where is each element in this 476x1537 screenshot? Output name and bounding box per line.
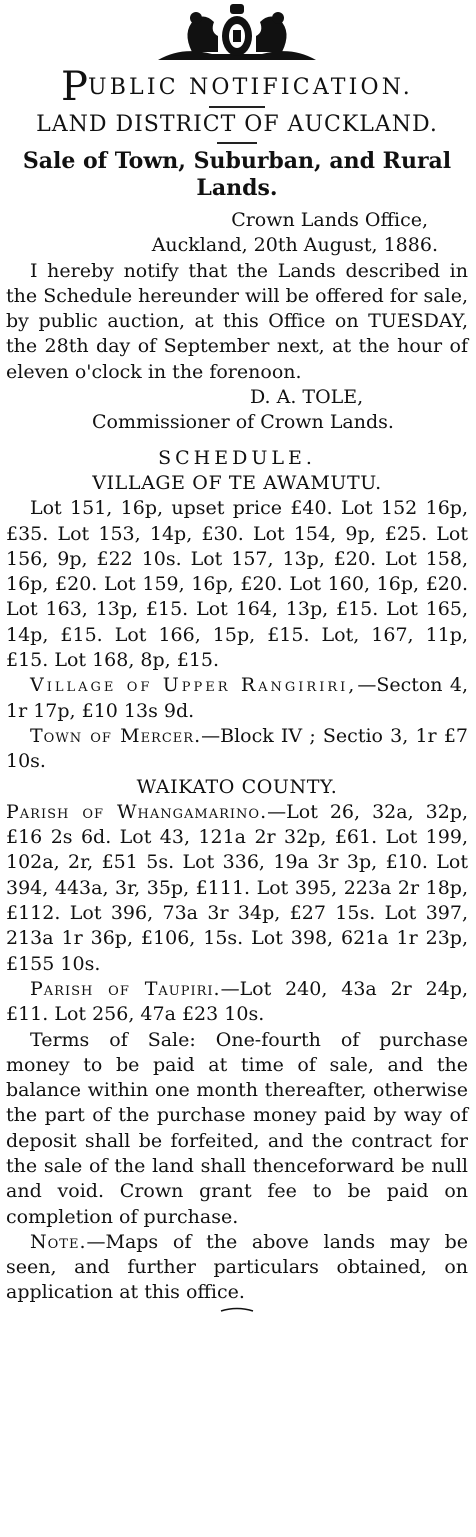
taupiri-label: Parish of Taupiri. (30, 977, 221, 1000)
divider (209, 106, 265, 108)
place-date: Auckland, 20th August, 1886. (151, 234, 438, 257)
office-line: Crown Lands Office, (231, 209, 428, 231)
terms-of-sale: Terms of Sale: One-fourth of purchase money to be paid at time of sale, and the balance within one month thereafter, otherwise the part of the purchase money paid by way of deposit shall be forfeited, and the contract for the sale of the land shall thenceforward be null and void. Crown grant fee to be paid on completion of purchase. (6, 1028, 468, 1228)
whangamarino-text: —Lot 26, 32a, 32p, £16 2s 6d. Lot 43, 121a 2r 32p, £61. Lot 199, 102a, 2r, £51 5s. Lot 336, 19a 3r 3p, £10. Lot 394, 443a, 3r, 35p, £111. Lot 395, 223a 2r 18p, £112. Lot 396, 73a 3r 34p, £27 15s. Lot 397, 213a 1r 36p, £106, 15s. Lot 398, 621a 1r 23p, £155 10s. (6, 800, 468, 975)
te-awamutu-lots: Lot 151, 16p, upset price £40. Lot 152 16p, £35. Lot 153, 14p, £30. Lot 154, 9p, £25. Lot 156, 9p, £22 10s. Lot 157, 13p, £20. Lot 158, 16p, £20. Lot 159, 16p, £20. Lot 160, 16p, £20. Lot 163, 13p, £15. Lot 164, 13p, £15. Lot 165, 14p, £15. Lot 166, 15p, £15. Lot, 167, 11p, £15. Lot 168, 8p, £15. (6, 497, 468, 672)
waikato-county-heading: WAIKATO COUNTY. (136, 775, 338, 798)
mercer-entry (6, 724, 468, 775)
signatory-title: Commissioner of Crown Lands. (92, 411, 394, 434)
notice-body: I hereby notify that the Lands described in the Schedule hereunder will be offered for sale, by public auction, at this Office on TUESDAY, the 28th day of September next, at the hour of eleven o'clock in the forenoon. (6, 259, 468, 383)
signatory: D. A. TOLE, (250, 386, 364, 409)
te-awamutu-heading: VILLAGE OF TE AWAMUTU. (92, 471, 382, 494)
end-ornament-icon (217, 1306, 257, 1316)
note-label: Note. (30, 1230, 87, 1253)
upper-rangiriri-text: —Secton 4, 1r 17p, £10 13s 9d. (6, 674, 468, 722)
royal-coat-of-arms-icon (152, 2, 322, 64)
mercer-text: —Block IV ; Sectio 3, 1r £7 10s. (6, 724, 468, 773)
upper-rangiriri-label: Village of Upper Rangiriri, (30, 674, 358, 697)
public-notification-heading (6, 64, 468, 110)
divider (217, 142, 257, 144)
district-heading: LAND DISTRICT OF AUCKLAND. (36, 112, 438, 137)
taupiri-entry (6, 977, 468, 1028)
note-entry (6, 1230, 468, 1306)
mercer-label: Town of Mercer. (30, 724, 202, 747)
schedule-heading: SCHEDULE. (158, 446, 316, 469)
sale-title: Sale of Town, Suburban, and Rural Lands. (22, 148, 452, 201)
heading-rest: UBLIC NOTIFICATION. (87, 75, 413, 100)
whangamarino-entry (6, 800, 468, 977)
whangamarino-label: Parish of Whangamarino. (6, 800, 268, 823)
upper-rangiriri-entry (6, 673, 468, 724)
taupiri-text: —Lot 240, 43a 2r 24p, £11. Lot 256, 47a £23 10s. (6, 977, 468, 1026)
heading-initial: P (61, 64, 88, 110)
newspaper-notice (0, 2, 476, 1537)
note-text: —Maps of the above lands may be seen, and further particulars obtained, on application at this office. (6, 1230, 468, 1304)
